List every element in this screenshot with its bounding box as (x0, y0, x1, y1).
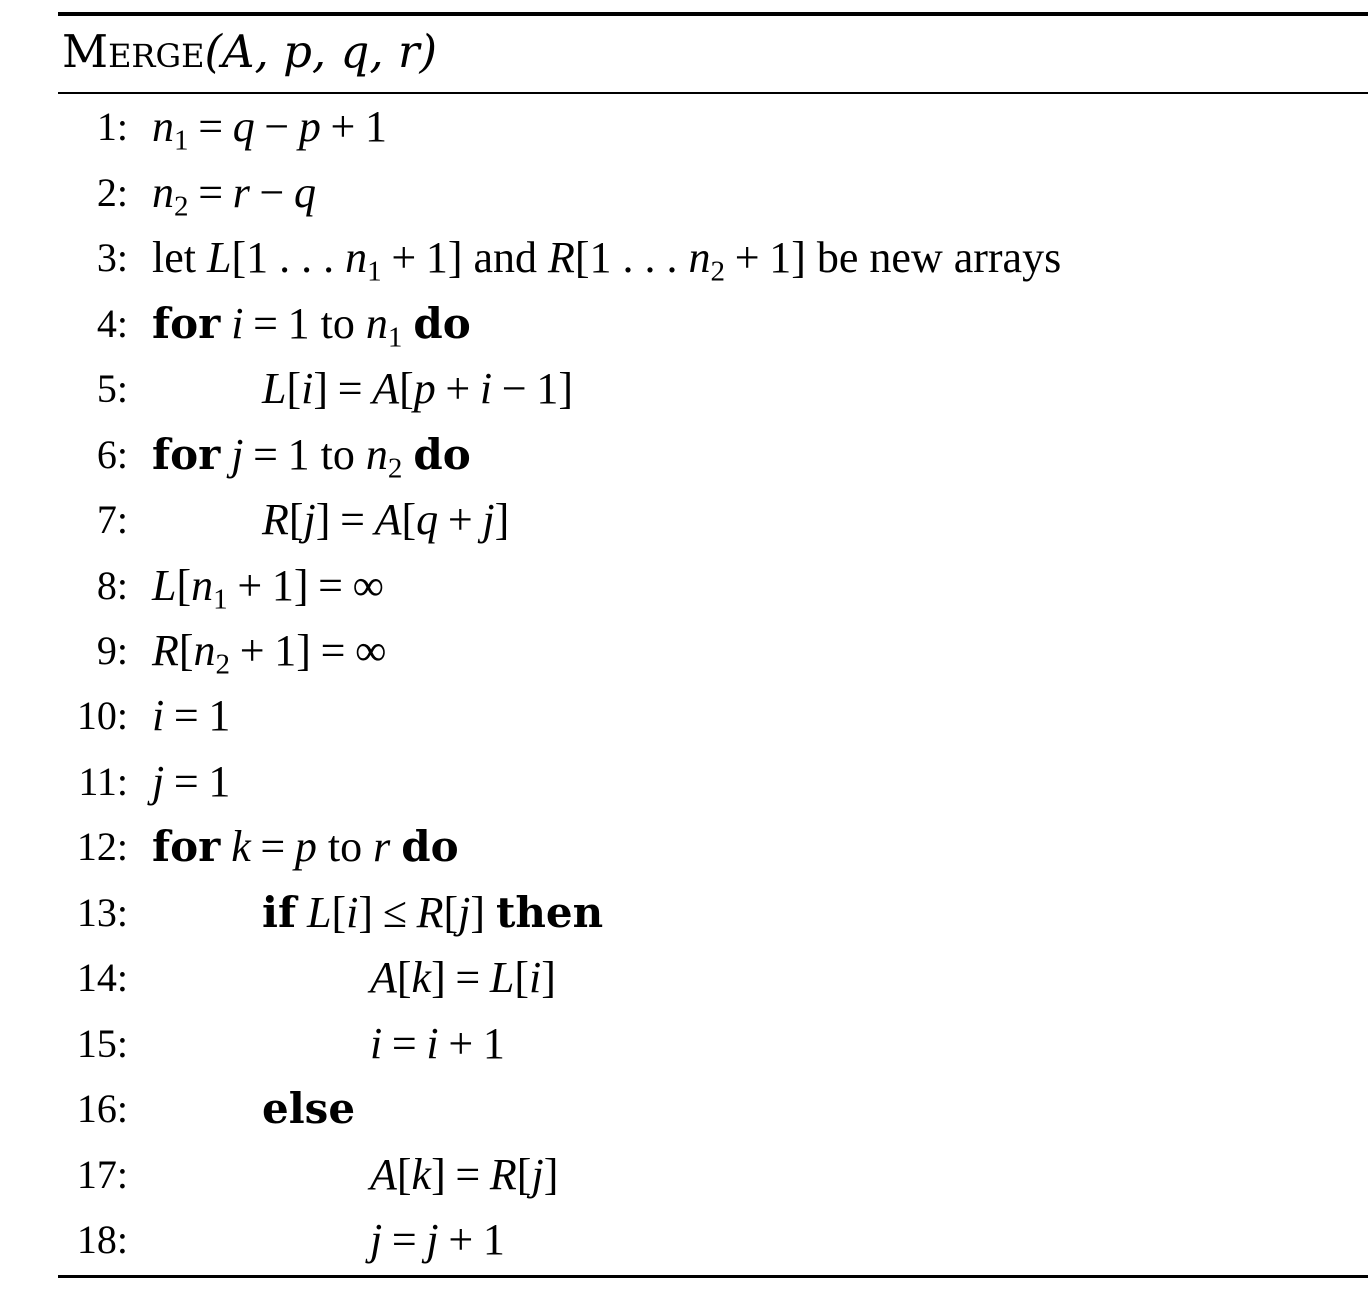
algorithm-name: Merge (62, 25, 205, 78)
top-rule (58, 12, 1368, 16)
line-number: 16: (76, 1086, 128, 1131)
line-number: 2: (96, 170, 128, 215)
line-code: $n_1 = q - p + 1$ (152, 102, 388, 157)
line-number: 9: (96, 628, 128, 673)
line-number: 18: (76, 1217, 128, 1262)
line-code: i = i + 1 (370, 1019, 505, 1068)
line-number: 17: (76, 1152, 128, 1197)
line-code: if L[i] ≤ R[j] then (262, 888, 604, 937)
algorithm-caption (62, 22, 437, 82)
line-code: let L[1 . . . $n_1 + 1$] and R[1 . . . $n_2 + 1$] be new arrays (152, 233, 1062, 288)
line-code: $n_2 = r - q$ (152, 168, 316, 223)
line-code: $R[n_2 + 1]$ = ∞ (152, 626, 387, 681)
line-number: 4: (96, 301, 128, 346)
line-code: for k = p to r do (152, 822, 459, 871)
line-code: j = 1 (152, 757, 231, 806)
line-code: A[k] = L[i] (370, 953, 556, 1002)
line-number: 10: (76, 693, 128, 738)
line-code: i = 1 (152, 691, 231, 740)
line-number: 12: (76, 824, 128, 869)
line-number: 3: (96, 235, 128, 280)
algorithm-params: (A, p, q, r) (204, 25, 438, 78)
line-number: 8: (96, 563, 128, 608)
line-code: $L[n_1 + 1]$ = ∞ (152, 561, 385, 616)
line-number: 14: (76, 955, 128, 1000)
line-code: else (262, 1084, 356, 1133)
bottom-rule (58, 1275, 1368, 1278)
line-code: R[j] = A[q + j] (262, 495, 510, 544)
line-code: for j = 1 to $n_2$ do (152, 430, 471, 485)
line-number: 11: (78, 759, 128, 804)
line-code: for i = 1 to $n_1$ do (152, 299, 471, 354)
line-number: 15: (76, 1021, 128, 1066)
line-number: 13: (76, 890, 128, 935)
line-code: j = j + 1 (370, 1215, 505, 1264)
line-code: L[i] = A[p + i − 1] (262, 364, 573, 413)
line-number: 7: (96, 497, 128, 542)
line-number: 5: (96, 366, 128, 411)
line-code: A[k] = R[j] (370, 1150, 559, 1199)
line-number: 6: (96, 432, 128, 477)
line-number: 1: (96, 104, 128, 149)
